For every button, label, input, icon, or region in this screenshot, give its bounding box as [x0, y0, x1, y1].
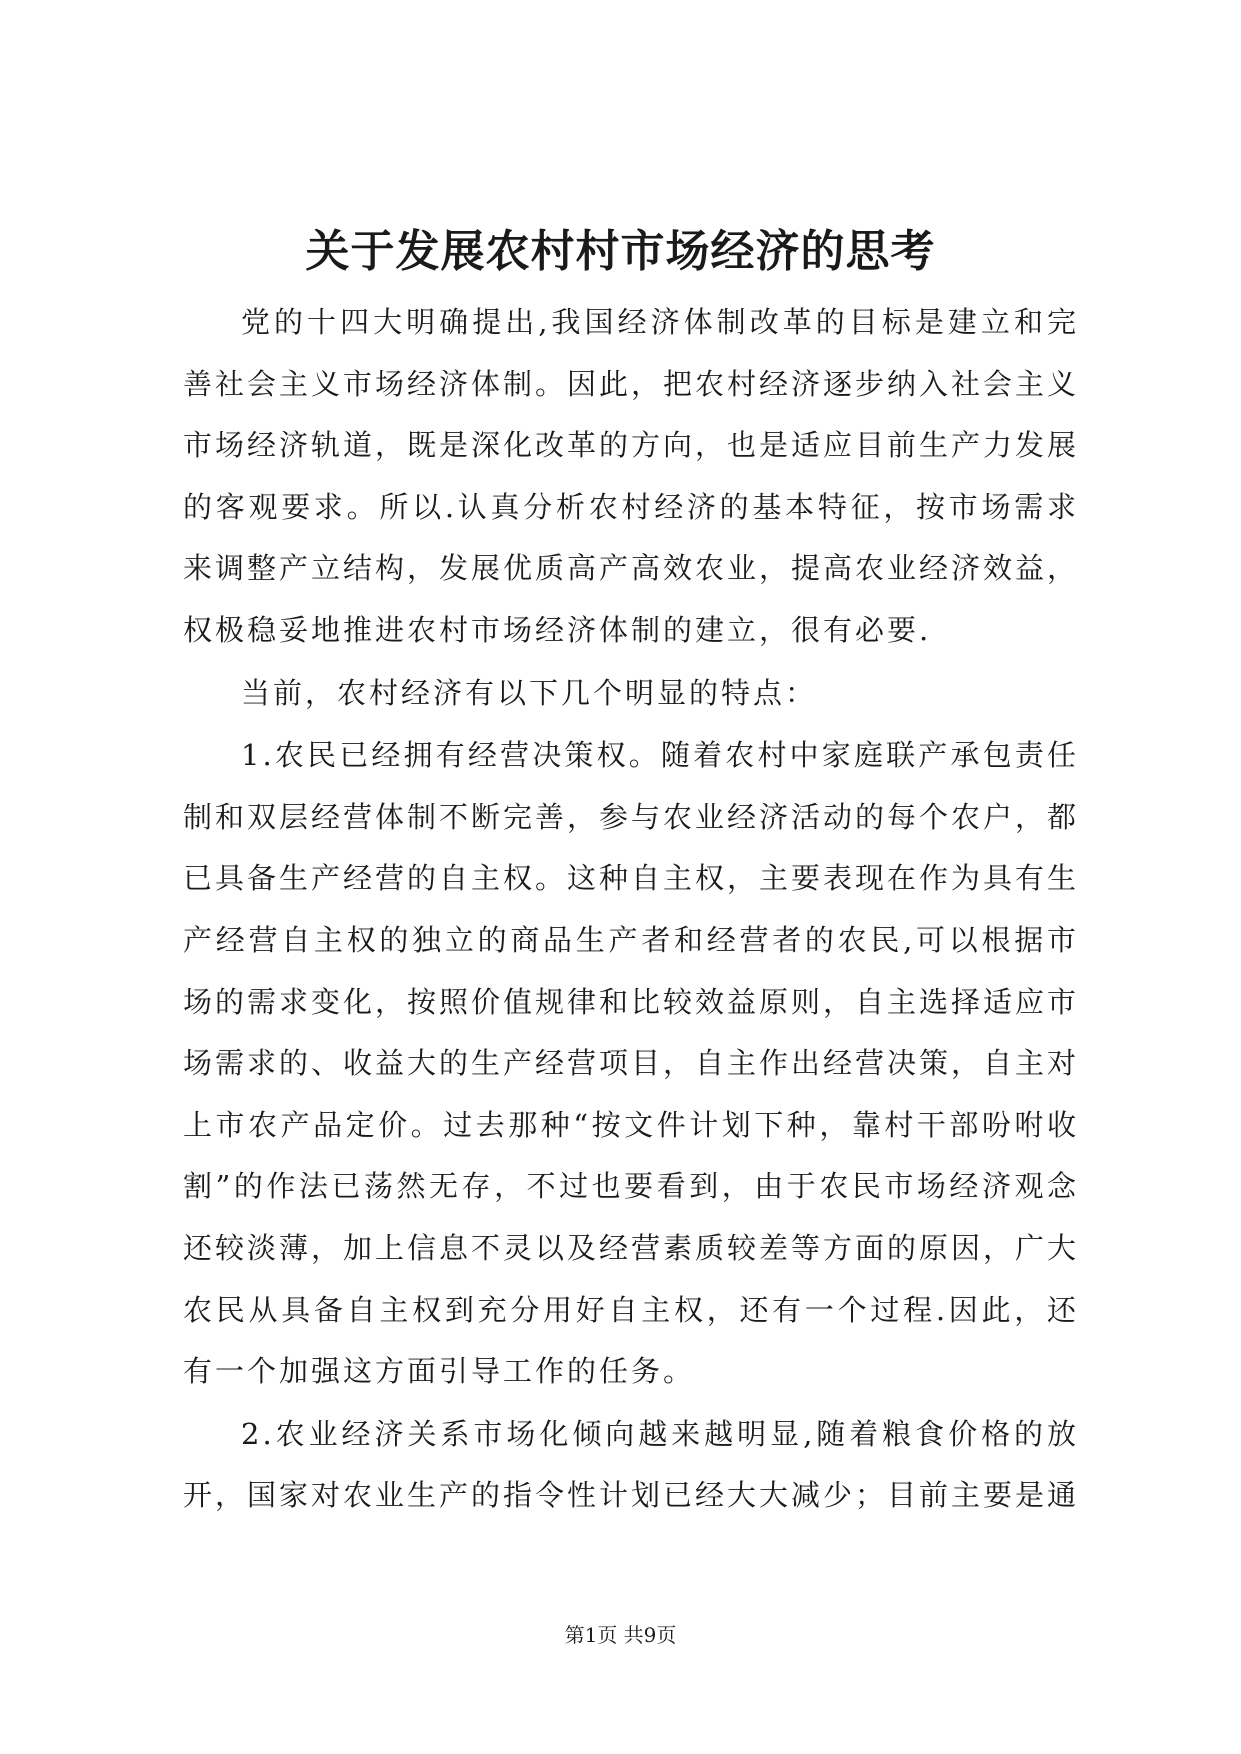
document-title: 关于发展农村村市场经济的思考 — [305, 226, 936, 277]
paragraph: 2.农业经济关系市场化倾向越来越明显,随着粮食价格的放开，国家对农业生产的指令性计划已经大大减少；目前主要是通 — [183, 1416, 1080, 1513]
paragraph: 当前，农村经济有以下几个明显的特点： — [241, 675, 818, 710]
paragraph: 党的十四大明确提出,我国经济体制改革的目标是建立和完善社会主义市场经济体制。因此，把农村经济逐步纳入社会主义市场经济轨道，既是深化改革的方向，也是适应目前生产力发展的客观要求。所以.认真分析农村经济的基本特征，按市场需求来调整产立结构，发展优质高产高效农业，提高农业经济效益，权极稳妥地推进农村市场经济体制的建立，很有必要. — [183, 305, 1080, 647]
document-body — [183, 292, 1079, 1528]
paragraph: 1.农民已经拥有经营决策权。随着农村中家庭联产承包责任制和双层经营体制不断完善，参与农业经济活动的每个农户，都已具备生产经营的自主权。这种自主权，主要表现在作为具有生产经营自主权的独立的商品生产者和经营者的农民,可以根据市场的需求变化，按照价值规律和比较效益原则，自主选择适应市场需求的、收益大的生产经营项目，自主作出经营决策，自主对上市农产品定价。过去那种“按文件计划下种，靠村干部吩咐收割”的作法已荡然无存，不过也要看到，由于农民市场经济观念还较淡薄，加上信息不灵以及经营素质较差等方面的原因，广大农民从具备自主权到充分用好自主权，还有一个过程.因此，还有一个加强这方面引导工作的任务。 — [183, 738, 1080, 1389]
page-number-footer: 第1页 共9页 — [564, 1623, 677, 1647]
